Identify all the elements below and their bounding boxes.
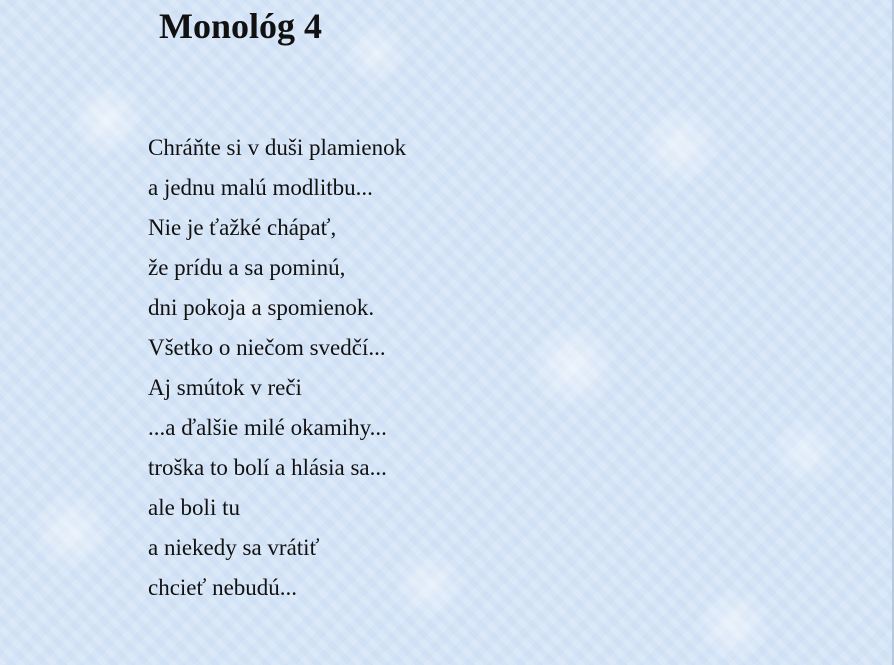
poem-line: Všetko o niečom svedčí... (148, 335, 386, 360)
poem (148, 128, 748, 608)
poem-line: že prídu a sa pominú, (148, 255, 346, 280)
poem-line: chcieť nebudú... (148, 575, 298, 600)
poem-line: Nie je ťažké chápať, (148, 215, 337, 240)
poem-line: Chráňte si v duši plamienok (148, 135, 407, 160)
poem-line: ale boli tu (148, 495, 240, 520)
poem-line: Aj smútok v reči (148, 375, 302, 400)
poem-line: troška to bolí a hlásia sa... (148, 455, 387, 480)
poem-line: dni pokoja a spomienok. (148, 295, 375, 320)
page-title: Monológ 4 (159, 6, 323, 46)
poem-line: a niekedy sa vrátiť (148, 535, 320, 560)
poem-line: ...a ďalšie milé okamihy... (148, 415, 387, 440)
poem-line: a jednu malú modlitbu... (148, 175, 373, 200)
